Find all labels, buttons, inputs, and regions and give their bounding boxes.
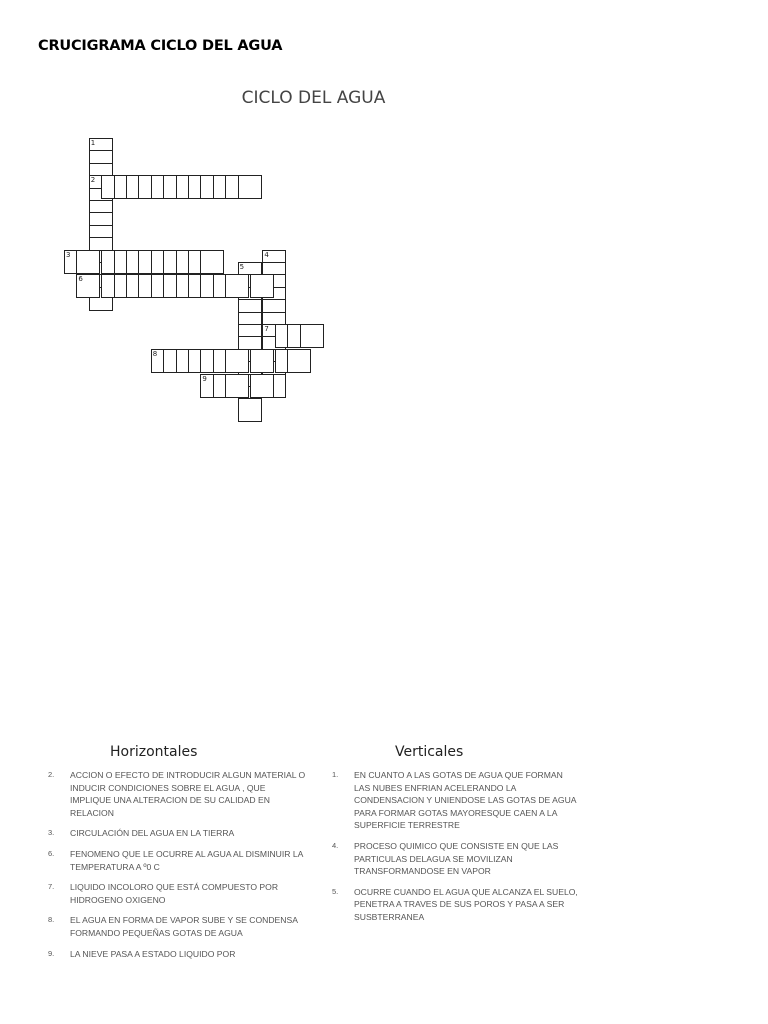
crossword-cell[interactable] — [200, 250, 224, 274]
clue-text: EL AGUA EN FORMA DE VAPOR SUBE Y SE CONDENSA FORMANDO PEQUEÑAS GOTAS DE AGUA — [70, 915, 298, 938]
clue-number: 8. — [48, 915, 55, 925]
crossword-cell[interactable] — [225, 349, 249, 373]
clue-text: ACCION O EFECTO DE INTRODUCIR ALGUN MATERIAL O INDUCIR CONDICIONES SOBRE EL AGUA , QUE IMPLIQUE UNA ALTERACION DE SU CALIDAD EN RELACION — [70, 770, 306, 818]
cell-clue-number: 3 — [66, 250, 71, 259]
crossword-cell[interactable] — [76, 274, 100, 298]
cell-clue-number: 1 — [90, 139, 96, 147]
clue-number: 4. — [332, 840, 339, 850]
clue-item — [330, 886, 580, 924]
clue-number: 5. — [332, 886, 339, 896]
clue-number: 9. — [48, 948, 55, 958]
clue-item — [330, 840, 580, 878]
cell-clue-number: 9 — [202, 374, 207, 383]
crossword-cell[interactable] — [250, 374, 274, 398]
crossword-cell[interactable] — [238, 175, 262, 199]
clue-item — [46, 881, 306, 906]
clue-item — [46, 769, 306, 819]
puzzle-title: CICLO DEL AGUA — [241, 88, 386, 108]
clue-number: 3. — [48, 828, 55, 838]
crossword-cell[interactable] — [225, 274, 249, 298]
cell-clue-number: 7 — [264, 325, 269, 333]
clue-text: CIRCULACIÓN DEL AGUA EN LA TIERRA — [70, 828, 235, 839]
crossword-cell[interactable] — [76, 250, 100, 274]
page-title: CRUCIGRAMA CICLO DEL AGUA — [38, 38, 283, 54]
crossword-cell[interactable] — [287, 349, 311, 373]
clue-item — [46, 848, 306, 873]
clue-text: LA NIEVE PASA A ESTADO LIQUIDO POR — [70, 948, 236, 959]
clue-text: EN CUANTO A LAS GOTAS DE AGUA QUE FORMAN LAS NUBES ENFRIAN ACELERANDO LA CONDENSACION Y UNIENDOSE LAS GOTAS DE AGUA PARA FORMAR GOTAS MAYORESQUE CAEN A LA SUPERFICIE TERRESTRE — [354, 770, 577, 831]
clue-item — [330, 769, 580, 832]
clue-number: 1. — [332, 770, 339, 779]
cell-clue-number: 2 — [90, 176, 96, 185]
cell-clue-number: 5 — [239, 263, 245, 271]
clue-number: 6. — [48, 848, 55, 858]
crossword-cell[interactable] — [238, 398, 262, 422]
crossword-cell[interactable] — [300, 324, 324, 348]
horizontal-clue-list — [46, 769, 306, 968]
clue-item — [46, 948, 306, 961]
crossword-cell[interactable] — [250, 349, 274, 373]
clue-text: LIQUIDO INCOLORO QUE ESTÁ COMPUESTO POR HIDROGENO OXIGENO — [70, 882, 279, 905]
clue-item — [46, 914, 306, 939]
clue-number: 7. — [48, 882, 55, 892]
cell-clue-number: 6 — [78, 275, 83, 284]
clue-item — [46, 827, 306, 840]
clue-text: FENOMENO QUE LE OCURRE AL AGUA AL DISMINUIR LA TEMPERATURA A º0 C — [70, 848, 303, 872]
vertical-clue-list — [330, 769, 580, 932]
vertical-clues-heading: Verticales — [395, 744, 464, 760]
crossword-cell[interactable] — [225, 374, 249, 398]
clue-text: PROCESO QUIMICO QUE CONSISTE EN QUE LAS PARTICULAS DELAGUA SE MOVILIZAN TRANSFORMANDOSE EN VAPOR — [354, 840, 559, 877]
cell-clue-number: 4 — [264, 250, 269, 259]
horizontal-clues-heading: Horizontales — [110, 744, 198, 760]
cell-clue-number: 8 — [152, 349, 158, 358]
clue-number: 2. — [48, 770, 55, 779]
crossword-cell[interactable] — [250, 274, 274, 298]
clue-text: OCURRE CUANDO EL AGUA QUE ALCANZA EL SUELO, PENETRA A TRAVES DE SUS POROS Y PASA A SER SUSBTERRANEA — [354, 886, 578, 922]
